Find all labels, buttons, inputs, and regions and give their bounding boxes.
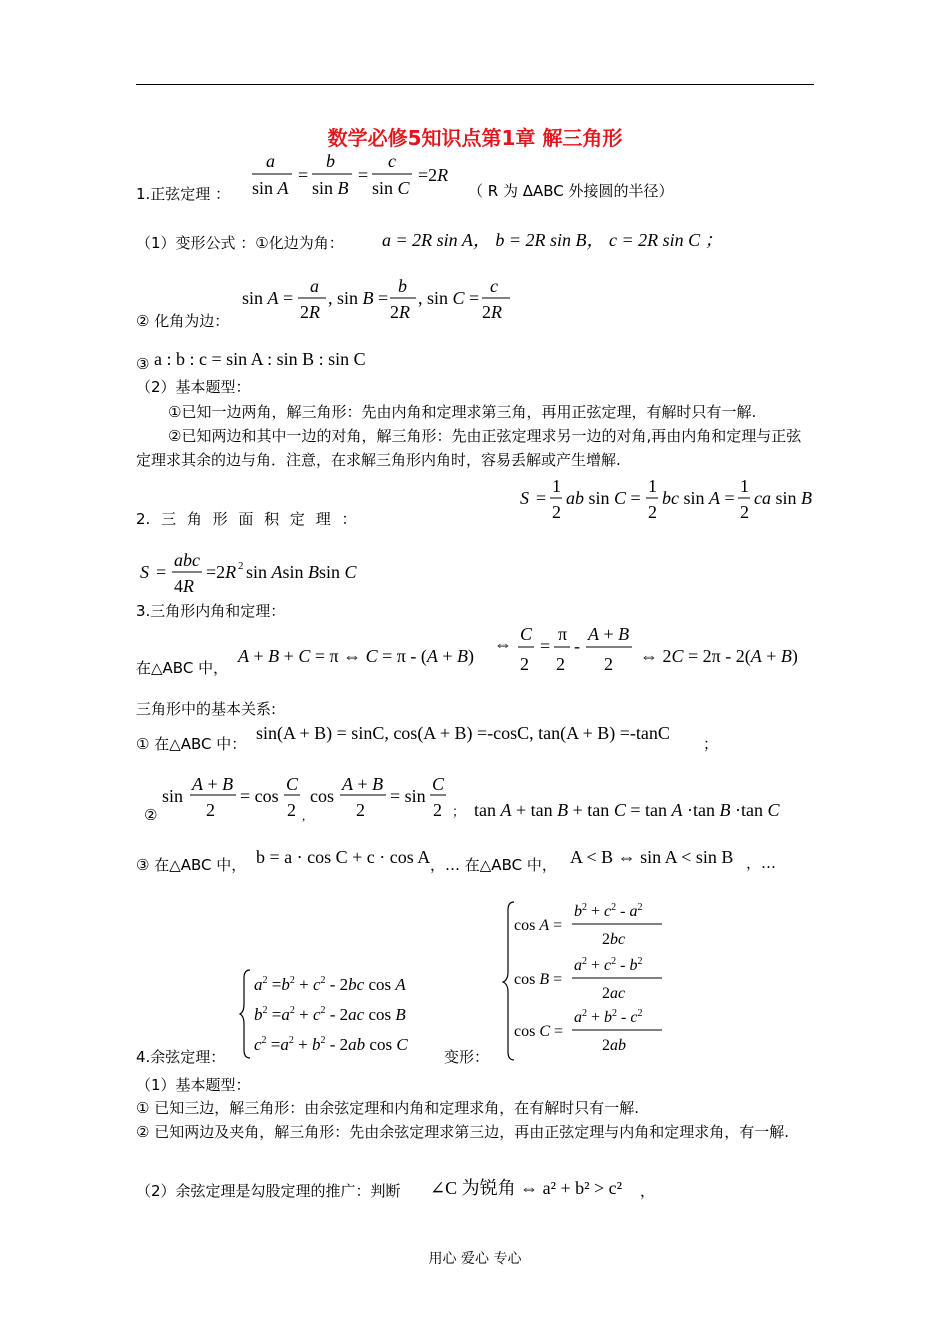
svg-text:C: C: [520, 624, 533, 644]
svg-text:, sin C =: , sin C =: [418, 288, 480, 308]
relation-3-mid: ，… 在△ABC 中，: [430, 856, 557, 874]
svg-text:,: ,: [302, 808, 306, 822]
svg-text:cos B =: cos B =: [514, 971, 563, 988]
svg-text:=: =: [540, 636, 551, 656]
svg-text:= sin: = sin: [390, 786, 426, 806]
area-formula-2: [136, 548, 396, 600]
svg-text:1: 1: [648, 476, 657, 496]
svg-text:cos C =: cos C =: [514, 1023, 564, 1040]
svg-text:ab sin C =: ab sin C =: [566, 488, 641, 508]
area-heading: 2. 三 角 形 面 积 定 理 ：: [136, 510, 357, 528]
circumradius-note: （ R 为 ΔABC 外接圆的半径）: [468, 182, 674, 200]
cosine-law-heading: 4.余弦定理：: [136, 1048, 226, 1066]
transform-label: （1）变形公式 ：①化边为角：: [136, 234, 344, 252]
svg-text:2R: 2R: [482, 302, 502, 322]
svg-text:2: 2: [552, 502, 561, 522]
svg-text:1: 1: [552, 476, 561, 496]
svg-text:sin Asin Bsin C: sin Asin Bsin C: [246, 562, 357, 582]
svg-text:c: c: [388, 151, 396, 171]
sine-law-heading: 1.正弦定理 ：: [136, 185, 231, 203]
svg-text:c: c: [490, 276, 498, 296]
relation-2-formula: [160, 770, 800, 822]
svg-text:sin: sin: [162, 786, 184, 806]
svg-text:⇔ 2C = 2π - 2(A + B): ⇔ 2C = 2π - 2(A + B): [640, 646, 798, 666]
svg-text:2R: 2R: [300, 302, 320, 322]
svg-text:2: 2: [520, 654, 529, 674]
angle-sum-prefix: 在△ABC 中，: [136, 659, 229, 677]
relation-3-label: ③ 在△ABC 中，: [136, 856, 247, 874]
svg-text:b: b: [398, 276, 407, 296]
svg-text:1: 1: [740, 476, 749, 496]
svg-text:A + B: A + B: [588, 624, 630, 644]
relation-2-label: ②: [144, 806, 158, 824]
svg-text:b2 + c2 - a2: $b^2 + c^2 - a^2$: [574, 902, 643, 920]
pythagorean-ext-label: （2）余弦定理是勾股定理的推广：判断: [136, 1182, 401, 1200]
relation-3-formula-2: A < B ⇔ sin A < sin B: [570, 847, 734, 867]
svg-text:A + B + C = π ⇔ C = π - (A + B: A + B + C = π ⇔ C = π - (A + B): [238, 646, 474, 666]
svg-text:S: S: [140, 562, 149, 582]
svg-text:A + B: A + B: [192, 774, 234, 794]
svg-text:a2 =b2 + c2 - 2bc cos A: $a^2 =b^2 + c^2 - 2bc$ cos A: [254, 975, 406, 994]
page-footer: 用心 爱心 专心: [428, 1251, 522, 1267]
angle-to-side-formula: [238, 274, 528, 326]
svg-text:2: 2: [287, 800, 296, 820]
side-to-angle-formula: a = 2R sin A， b = 2R sin B， c = 2R sin C ；: [382, 230, 723, 250]
relation-1-tail: ；: [703, 735, 719, 753]
svg-text:2: 2: [206, 800, 215, 820]
svg-text:cos A =: cos A =: [514, 917, 563, 934]
sine-types-label: （2）基本题型：: [136, 378, 251, 396]
cosine-type-2: ② 已知两边及夹角，解三角形：先由余弦定理求第三边，再由正弦定理与内角和定理求角，有一解.: [136, 1123, 789, 1141]
svg-text:2: 2: [604, 654, 613, 674]
svg-text:2: 2: [556, 654, 565, 674]
svg-text:2: 2: [433, 800, 442, 820]
ratio-formula: a : b : c = sin A : sin B : sin C: [154, 349, 366, 369]
ratio-label: ③: [136, 355, 150, 373]
svg-text:⇔: ⇔: [494, 634, 512, 654]
svg-text:2R: 2R: [390, 302, 410, 322]
sine-law-formula: [248, 148, 468, 204]
svg-text:c2 =a2 + b2 - 2ab cos C: $c^2 =a^2 + b^2 - 2ab$ cos C: [254, 1035, 408, 1054]
svg-text:-: -: [574, 636, 580, 656]
svg-text:ca sin B: ca sin B: [754, 488, 813, 508]
svg-text:sin A =: sin A =: [242, 288, 294, 308]
svg-text:sin B: sin B: [312, 178, 349, 198]
relation-3-formula: b = a · cos C + c · cos A: [256, 847, 431, 867]
svg-text:cos: cos: [310, 786, 334, 806]
svg-text:A + B: A + B: [342, 774, 384, 794]
svg-text:C: C: [432, 774, 445, 794]
svg-text:b2 =a2 + c2 - 2ac cos B: $b^2 =a^2 + c^2 - 2ac$ cos B: [254, 1005, 406, 1024]
svg-text:= cos: = cos: [240, 786, 279, 806]
relation-1-formula: sin(A + B) = sinC, cos(A + B) =-cosC, tan(A + B) =-tanC: [256, 723, 670, 743]
sine-type-2: ②已知两边和其中一边的对角，解三角形：先由正弦定理求另一边的对角,再由内角和定理与正弦定理求其余的边与角．注意，在求解三角形内角时，容易丢解或产生增解.: [136, 427, 802, 469]
svg-text:=2R: =2R: [206, 562, 237, 582]
svg-text:；: ；: [452, 804, 466, 819]
cosine-law-system: [238, 966, 438, 1062]
svg-text:b: b: [326, 151, 335, 171]
svg-text:2: 2: [238, 560, 244, 572]
cosine-type-1: ① 已知三边，解三角形：由余弦定理和内角和定理求角，在有解时只有一解.: [136, 1099, 639, 1117]
svg-text:4R: 4R: [174, 576, 194, 596]
pythagorean-ext-formula: ∠C 为锐角 ⇔ a² + b² > c²: [430, 1178, 623, 1198]
svg-text:a2 + b2 - c2: $a^2 + b^2 - c^2$: [574, 1008, 643, 1026]
svg-text:, sin B =: , sin B =: [328, 288, 389, 308]
svg-text:2ac: 2ac: [602, 985, 626, 1002]
svg-text:sin A: sin A: [252, 178, 289, 198]
angle-to-side-label: ② 化角为边：: [136, 312, 230, 330]
header-rule: [136, 84, 814, 85]
sine-type-1: ①已知一边两角，解三角形：先由内角和定理求第三角，再用正弦定理，有解时只有一解.: [168, 403, 757, 421]
page-title: 数学必修5知识点第1章 解三角形: [327, 126, 623, 150]
svg-text:=2R: =2R: [418, 165, 449, 185]
svg-text:bc sin A =: bc sin A =: [662, 488, 735, 508]
svg-text:a: a: [266, 151, 275, 171]
cosine-variants: [500, 896, 680, 1066]
area-formula: [516, 474, 816, 526]
svg-text:=: =: [536, 488, 547, 508]
svg-text:S: S: [520, 488, 529, 508]
pythagorean-ext-tail: ，: [640, 1182, 656, 1200]
basic-relations-label: 三角形中的基本关系:: [136, 700, 277, 718]
svg-text:C: C: [286, 774, 299, 794]
svg-text:=: =: [298, 165, 309, 185]
svg-text:2: 2: [740, 502, 749, 522]
svg-text:abc: abc: [174, 550, 200, 570]
svg-text:2: 2: [648, 502, 657, 522]
angle-sum-formula: [234, 622, 814, 676]
svg-text:2bc: 2bc: [602, 931, 626, 948]
svg-text:tan A + tan B + tan C = tan A: tan A + tan B + tan C = tan A ·tan B ·tan C: [474, 800, 780, 820]
svg-text:π: π: [558, 624, 568, 644]
svg-text:=: =: [156, 562, 167, 582]
svg-text:2ab: 2ab: [602, 1037, 626, 1054]
svg-text:=: =: [358, 165, 369, 185]
svg-text:sin C: sin C: [372, 178, 410, 198]
relation-1-label: ① 在△ABC 中：: [136, 735, 247, 753]
svg-text:a: a: [310, 276, 319, 296]
variant-label: 变形：: [444, 1048, 490, 1066]
cosine-types-label: （1）基本题型：: [136, 1076, 251, 1094]
relation-3-tail: ，…: [746, 854, 777, 872]
angle-sum-heading: 3.三角形内角和定理：: [136, 602, 286, 620]
svg-text:a2 + c2 - b2: $a^2 + c^2 - b^2$: [574, 956, 643, 974]
svg-text:2: 2: [356, 800, 365, 820]
